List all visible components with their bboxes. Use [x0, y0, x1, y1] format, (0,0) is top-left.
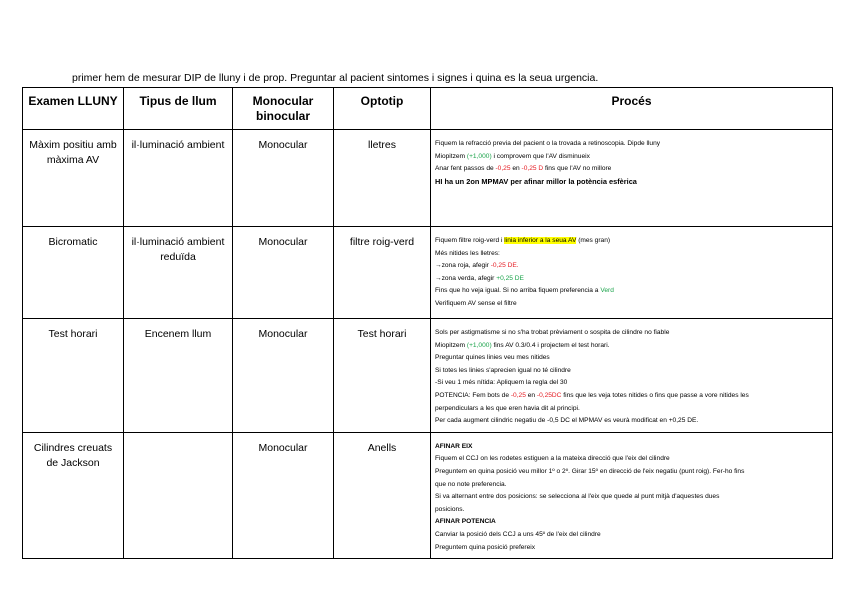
table-row [23, 130, 833, 227]
proces-line: Si totes les linies s'aprecien igual no té cilindre [435, 366, 571, 374]
cell-monocular: Monocular [233, 130, 334, 227]
cell-monocular: Monocular [233, 227, 334, 319]
cell-examen: Màxim positiu amb màxima AV [23, 130, 124, 227]
highlight-text: linia inferior a la seua AV [504, 237, 577, 244]
proces-line: Anar fent passos de -0,25 en -0,25 D fins que l'AV no millore [435, 165, 612, 173]
cell-tipus: Encenem llum [124, 319, 233, 433]
cell-tipus: il·luminació ambient reduïda [124, 227, 233, 319]
header-tipus: Tipus de llum [124, 88, 233, 130]
header-proces: Procés [431, 88, 833, 130]
cell-examen: Bicromatic [23, 227, 124, 319]
proces-line: Si va alternant entre dos posicions: se selecciona al l'eix que quede al punt mitjà d'aquestes dues [435, 493, 720, 501]
proces-line: AFINAR EIX [435, 442, 473, 450]
proces-line: POTENCIA: Fem bots de -0,25 en -0,25DC fins que les veja totes nitides o fins que passe a vore nitides les [435, 391, 749, 399]
proces-line: Miopitzem (+1,000) i comprovem que l'AV disminueix [435, 152, 590, 160]
cell-optotip: Test horari [334, 319, 431, 433]
cell-examen: Cilindres creuats de Jackson [23, 432, 124, 558]
proces-line: Verifiquem AV sense el filtre [435, 299, 517, 307]
exam-table [22, 87, 833, 559]
proces-line: →zona verda, afegir +0,25 DE [435, 274, 524, 282]
cell-optotip: lletres [334, 130, 431, 227]
header-examen: Examen LLUNY [23, 88, 124, 130]
proces-line: Més nitides les lletres: [435, 249, 500, 257]
table-row [23, 432, 833, 558]
proces-line: Preguntem en quina posició veu millor 1º o 2º. Girar 15º en direcció de l'eix negatiu (punt roig). Fer-ho fins [435, 467, 745, 475]
header-optotip: Optotip [334, 88, 431, 130]
cell-monocular: Monocular [233, 432, 334, 558]
proces-line: HI ha un 2on MPMAV per afinar millor la potència esfèrica [435, 176, 637, 186]
table-header-row [23, 88, 833, 130]
header-monocular: Monocular binocular [233, 88, 334, 130]
table-row [23, 227, 833, 319]
proces-line: Fiquem el CCJ on les rodetes estiguen a la mateixa direcció que l'eix del cilindre [435, 455, 670, 463]
cell-proces [431, 319, 833, 433]
proces-line: perpendiculars a les que eren havia dit al principi. [435, 404, 580, 412]
proces-line: posicions. [435, 505, 465, 513]
proces-line: -Si veu 1 més nítida: Apliquem la regla del 30 [435, 379, 568, 387]
cell-monocular: Monocular [233, 319, 334, 433]
proces-line: Per cada augment cilindric negatiu de -0,5 DC el MPMAV es veurà modificat en +0,25 DE. [435, 417, 699, 425]
cell-examen: Test horari [23, 319, 124, 433]
proces-line: que no note preferencia. [435, 480, 507, 488]
cell-tipus: il·luminació ambient [124, 130, 233, 227]
cell-tipus [124, 432, 233, 558]
cell-proces [431, 432, 833, 558]
proces-line: Canviar la posició dels CCJ a uns 45º de l'eix del cilindre [435, 530, 601, 538]
proces-line: Miopitzem (+1,000) fins AV 0.3/0.4 i projectem el test horari. [435, 341, 610, 349]
intro-text: primer hem de mesurar DIP de lluny i de prop. Preguntar al pacient sintomes i signes i quina es la seua urgencia. [72, 72, 599, 84]
table-row [23, 319, 833, 433]
proces-line: Fins que ho veja igual. Si no arriba fiquem preferencia a Verd [435, 287, 614, 295]
proces-line: Fiquem filtre roig-verd i linia inferior a la seua AV (mes gran) [435, 237, 611, 244]
cell-proces [431, 227, 833, 319]
proces-line: Fiquem la refracció previa del pacient o la trovada a retinoscopia. Dipde lluny [435, 140, 661, 147]
proces-line: AFINAR POTENCIA [435, 518, 496, 526]
proces-line: Preguntem quina posició prefereix [435, 543, 536, 551]
proces-line: Sols per astigmatisme si no s'ha trobat prèviament o sospita de cilindre no fiable [435, 329, 670, 336]
cell-optotip: Anells [334, 432, 431, 558]
proces-line: Preguntar quines linies veu mes nitides [435, 354, 550, 362]
cell-proces [431, 130, 833, 227]
cell-optotip: filtre roig-verd [334, 227, 431, 319]
proces-line: →zona roja, afegir -0,25 DE. [435, 262, 519, 270]
